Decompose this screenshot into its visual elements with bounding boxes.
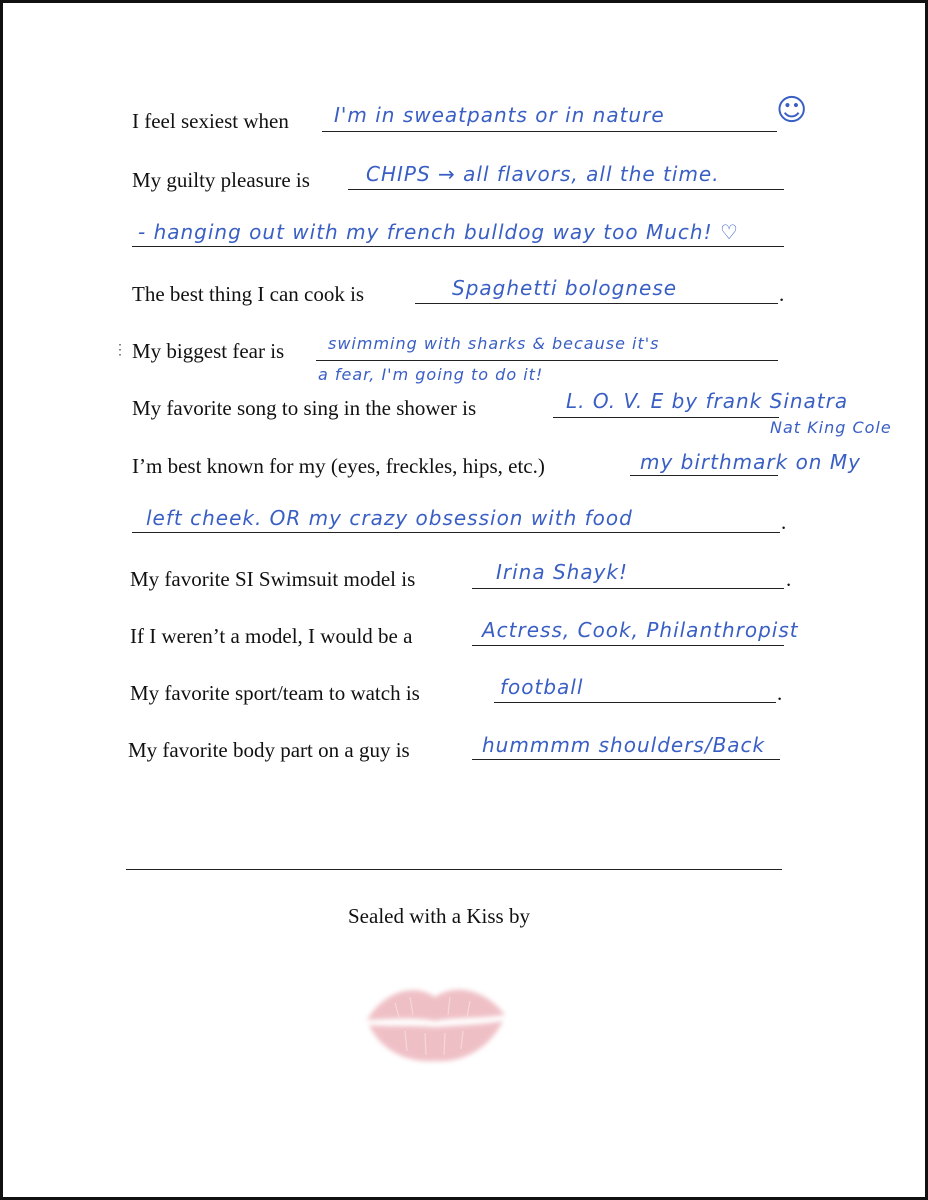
answer-line [494, 702, 776, 703]
answer-line [322, 131, 777, 132]
answer-si-model: Irina Shayk! [496, 560, 629, 584]
prompt-si-model: My favorite SI Swimsuit model is [130, 567, 416, 591]
prompt-if-not-model: If I weren’t a model, I would be a [130, 624, 413, 648]
prompt-sexiest: I feel sexiest when [132, 109, 289, 133]
period: . [777, 681, 783, 705]
answer-best-known-cont: left cheek. OR my crazy obsession with food [146, 506, 633, 530]
answer-line [472, 645, 784, 646]
prompt-shower-song: My favorite song to sing in the shower is [132, 396, 477, 420]
smiley-icon: ☺ [776, 93, 809, 128]
answer-shower-song-cont: Nat King Cole [770, 418, 892, 437]
prompt-sport-team: My favorite sport/team to watch is [130, 681, 420, 705]
answer-guilty-pleasure-cont: - hanging out with my french bulldog way too Much! ♡ [138, 220, 739, 244]
period: . [781, 510, 787, 534]
prompt-best-known: I’m best known for my (eyes, freckles, hips, etc.) [132, 454, 545, 478]
prompt-best-cook: The best thing I can cook is [132, 282, 365, 306]
answer-line [316, 360, 778, 361]
answer-body-part: hummmm shoulders/Back [482, 733, 766, 757]
answer-best-known: my birthmark on My [640, 450, 861, 474]
answer-if-not-model: Actress, Cook, Philanthropist [482, 618, 799, 642]
answer-line [132, 532, 780, 533]
answer-shower-song: L. O. V. E by frank Sinatra [566, 389, 849, 413]
answer-biggest-fear-cont: a fear, I'm going to do it! [318, 365, 544, 384]
answer-line [630, 475, 778, 476]
answer-line [132, 246, 784, 247]
answer-guilty-pleasure: CHIPS → all flavors, all the time. [366, 162, 720, 186]
answer-sexiest: I'm in sweatpants or in nature [334, 103, 665, 127]
answer-line [472, 588, 784, 589]
margin-mark: ⋮ [113, 343, 127, 358]
signature-line [126, 869, 782, 870]
answer-line [553, 417, 779, 418]
prompt-biggest-fear: My biggest fear is [132, 339, 285, 363]
sealed-with-kiss-label: Sealed with a Kiss by [348, 904, 530, 928]
prompt-guilty-pleasure: My guilty pleasure is [132, 168, 310, 192]
answer-line [348, 189, 784, 190]
period: . [786, 567, 792, 591]
lipstick-kiss-mark [355, 975, 515, 1070]
answer-sport-team: football [500, 675, 584, 699]
period: . [779, 282, 785, 306]
answer-line [415, 303, 778, 304]
answer-biggest-fear: swimming with sharks & because it's [328, 334, 660, 353]
answer-line [472, 759, 780, 760]
answer-best-cook: Spaghetti bolognese [452, 276, 678, 300]
prompt-body-part: My favorite body part on a guy is [128, 738, 410, 762]
